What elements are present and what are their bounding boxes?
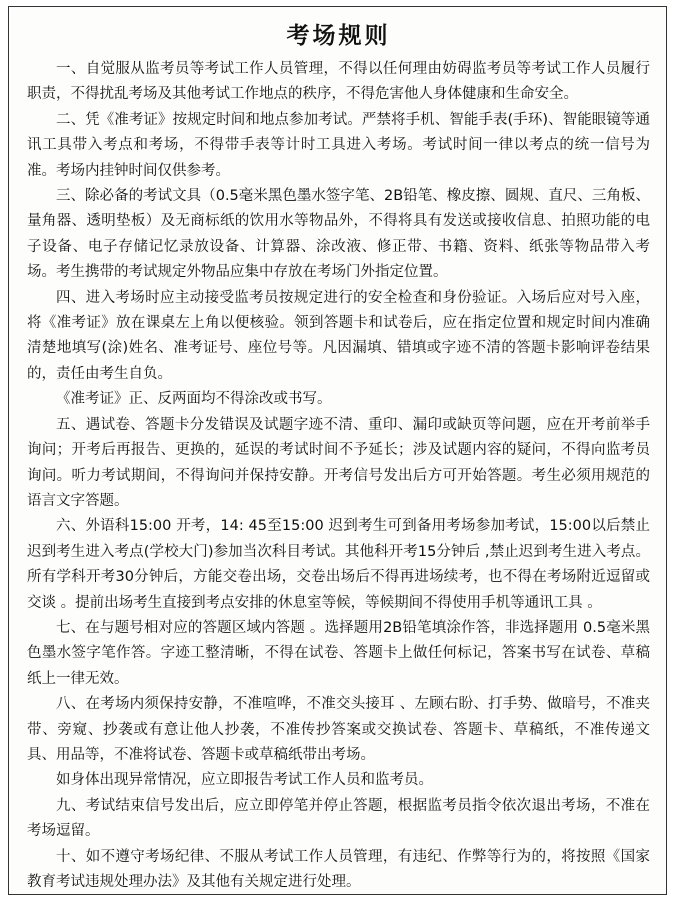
rules-sheet [8,6,667,895]
rule-note-admission-ticket: 《准考证》正、反两面均不得涂改或书写。 [56,391,332,408]
page-title: 考场规则 [286,23,391,49]
rule-paragraph-1: 一、自觉服从监考员等考试工作人员管理，不得以任何理由妨碍监考员等考试工作人员履行职责，不得扰乱考场及其他考试工作地点的秩序，不得危害他人身体健康和生命安全。 [27,61,650,103]
rule-paragraph-2: 二、凭《准考证》按规定时间和地点参加考试。严禁将手机、智能手表(手环)、智能眼镜等通讯工具带入考点和考场，不得带手表等计时工具进入考场。考试时间一律以考点的统一信号为准。考场内挂钟时间仅供参考。 [27,111,650,179]
rule-paragraph-8: 八、在考场内须保持安静，不准喧哗，不准交头接耳 、左顾右盼、打手势、做暗号，不准夹带、旁窥、抄袭或有意让他人抄袭，不准传抄答案或交换试卷、答题卡、草稿纸，不准传递文具、用品等，不准将试卷、答题卡或草稿纸带出考场。 [27,696,650,763]
rule-paragraph-9: 九、考试结束信号发出后，应立即停笔并停止答题，根据监考员指令依次退出考场，不准在考场逗留。 [27,797,650,840]
rule-paragraph-7: 七、在与题号相对应的答题区域内答题 。选择题用2B铅笔填涂作答，非选择题用 0.5毫米黑色墨水签字笔作答。字迹工整清晰，不得在试卷、答题卡上做任何标记，答案书写在试卷、草稿纸上一律无效。 [27,619,650,687]
rule-paragraph-6: 六、外语科15:00 开考，14: 45至15:00 迟到考生可到备用考场参加考试，15:00以后禁止迟到考生进入考点(学校大门)参加当次科目考试。其他科开考15分钟后 ,禁止迟到考生进入考点。所有学科开考30分钟后，方能交卷出场，交卷出场后不得再进场续考，也不得在考场附近逗留或交谈 。提前出场考生直接到考点安排的休息室等候，等候期间不得使用手机等通讯工具 。 [27,518,650,611]
rule-note-health: 如身体出现异常情况，应立即报告考试工作人员和监考员。 [56,772,433,789]
rule-paragraph-10: 十、如不遵守考场纪律、不服从考试工作人员管理，有违纪、作弊等行为的，将按照《国家教育考试违规处理办法》及其他有关规定进行处理。 [27,848,650,890]
rule-paragraph-5: 五、遇试卷、答题卡分发错误及试题字迹不清、重印、漏印或缺页等问题，应在开考前举手询问；开考后再报告、更换的，延误的考试时间不予延长；涉及试题内容的疑问，不得向监考员询问。听力考试期间，不得询问并保持安静。开考信号发出后方可开始答题。考生必须用规范的语言文字答题。 [27,416,650,509]
rule-paragraph-4: 四、进入考场时应主动接受监考员按规定进行的安全检查和身份验证。入场后应对号入座，将《准考证》放在课桌左上角以便核验。领到答题卡和试卷后，应在指定位置和规定时间内准确清楚地填写(涂)姓名、准考证号、座位号等。凡因漏填、错填或字迹不清的答题卡影响评卷结果的，责任由考生自负。 [27,289,650,382]
rule-paragraph-3: 三、除必备的考试文具（0.5毫米黑色墨水签字笔、2B铅笔、橡皮擦、圆规、直尺、三角板、量角器、透明垫板）及无商标纸的饮用水等物品外，不得将具有发送或接收信息、拍照功能的电子设备、电子存储记忆录放设备、计算器、涂改液、修正带、书籍、资料、纸张等物品带入考场。考生携带的考试规定外物品应集中存放在考场门外指定位置。 [27,188,650,281]
